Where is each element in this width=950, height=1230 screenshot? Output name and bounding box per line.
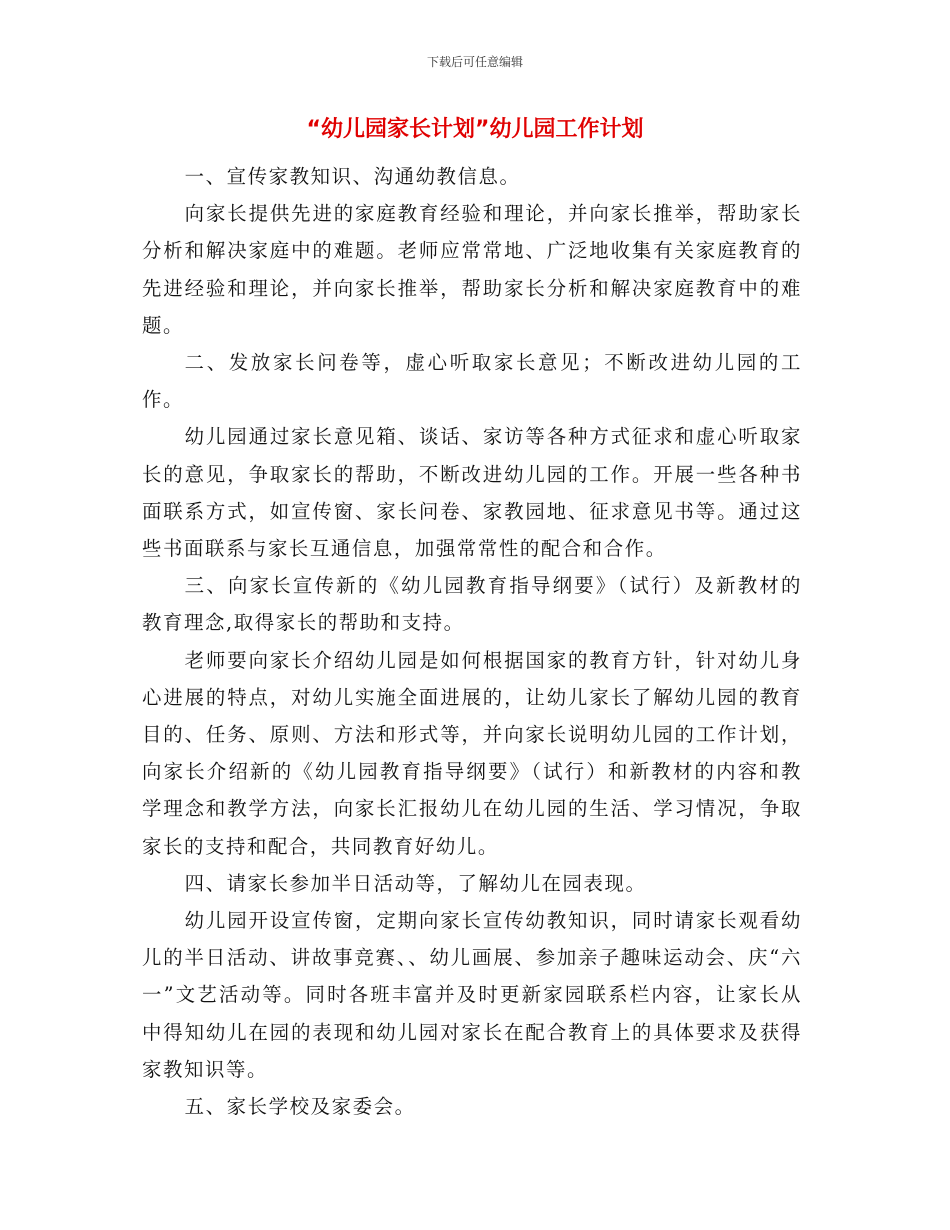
section-heading-1: 一、宣传家教知识、沟通幼教信息。	[184, 165, 521, 188]
paragraph-3: 老师要向家长介绍幼儿园是如何根据国家的教育方针，针对幼儿身心进展的特点，对幼儿实施全面进展的，让幼儿家长了解幼儿园的教育目的、任务、原则、方法和形式等，并向家长说明幼儿园的工作计划，向家长介绍新的《幼儿园教育指导纲要》（试行）和新教材的内容和教学理念和教学方法，向家长汇报幼儿在幼儿园的生活、学习情况，争取家长的支持和配合，共同教育好幼儿。	[142, 648, 802, 858]
header-note: 下载后可任意编辑	[426, 55, 523, 69]
section-heading-2: 二、发放家长问卷等，虚心听取家长意见；不断改进幼儿园的工作。	[142, 351, 802, 412]
document-title: “幼儿园家长计划”幼儿园工作计划	[306, 117, 644, 142]
section-heading-3: 三、向家长宣传新的《幼儿园教育指导纲要》（试行）及新教材的教育理念,取得家长的帮助和支持。	[142, 574, 802, 635]
section-heading-4: 四、请家长参加半日活动等，了解幼儿在园表现。	[184, 871, 647, 895]
paragraph-1: 向家长提供先进的家庭教育经验和理论，并向家长推举，帮助家长分析和解决家庭中的难题。老师应常常地、广泛地收集有关家庭教育的先进经验和理论，并向家长推举，帮助家长分析和解决家庭教育中的难题。	[142, 202, 802, 337]
document-body	[142, 158, 802, 1125]
section-heading-5: 五、家长学校及家委会。	[184, 1095, 416, 1119]
paragraph-2: 幼儿园通过家长意见箱、谈话、家访等各种方式征求和虚心听取家长的意见，争取家长的帮助，不断改进幼儿园的工作。开展一些各种书面联系方式，如宣传窗、家长问卷、家教园地、征求意见书等。通过这些书面联系与家长互通信息，加强常常性的配合和合作。	[142, 425, 802, 561]
paragraph-4: 幼儿园开设宣传窗，定期向家长宣传幼教知识，同时请家长观看幼儿的半日活动、讲故事竞赛、、幼儿画展、参加亲子趣味运动会、庆“六一”文艺活动等。同时各班丰富并及时更新家园联系栏内容，让家长从中得知幼儿在园的表现和幼儿园对家长在配合教育上的具体要求及获得家教知识等。	[142, 909, 802, 1081]
